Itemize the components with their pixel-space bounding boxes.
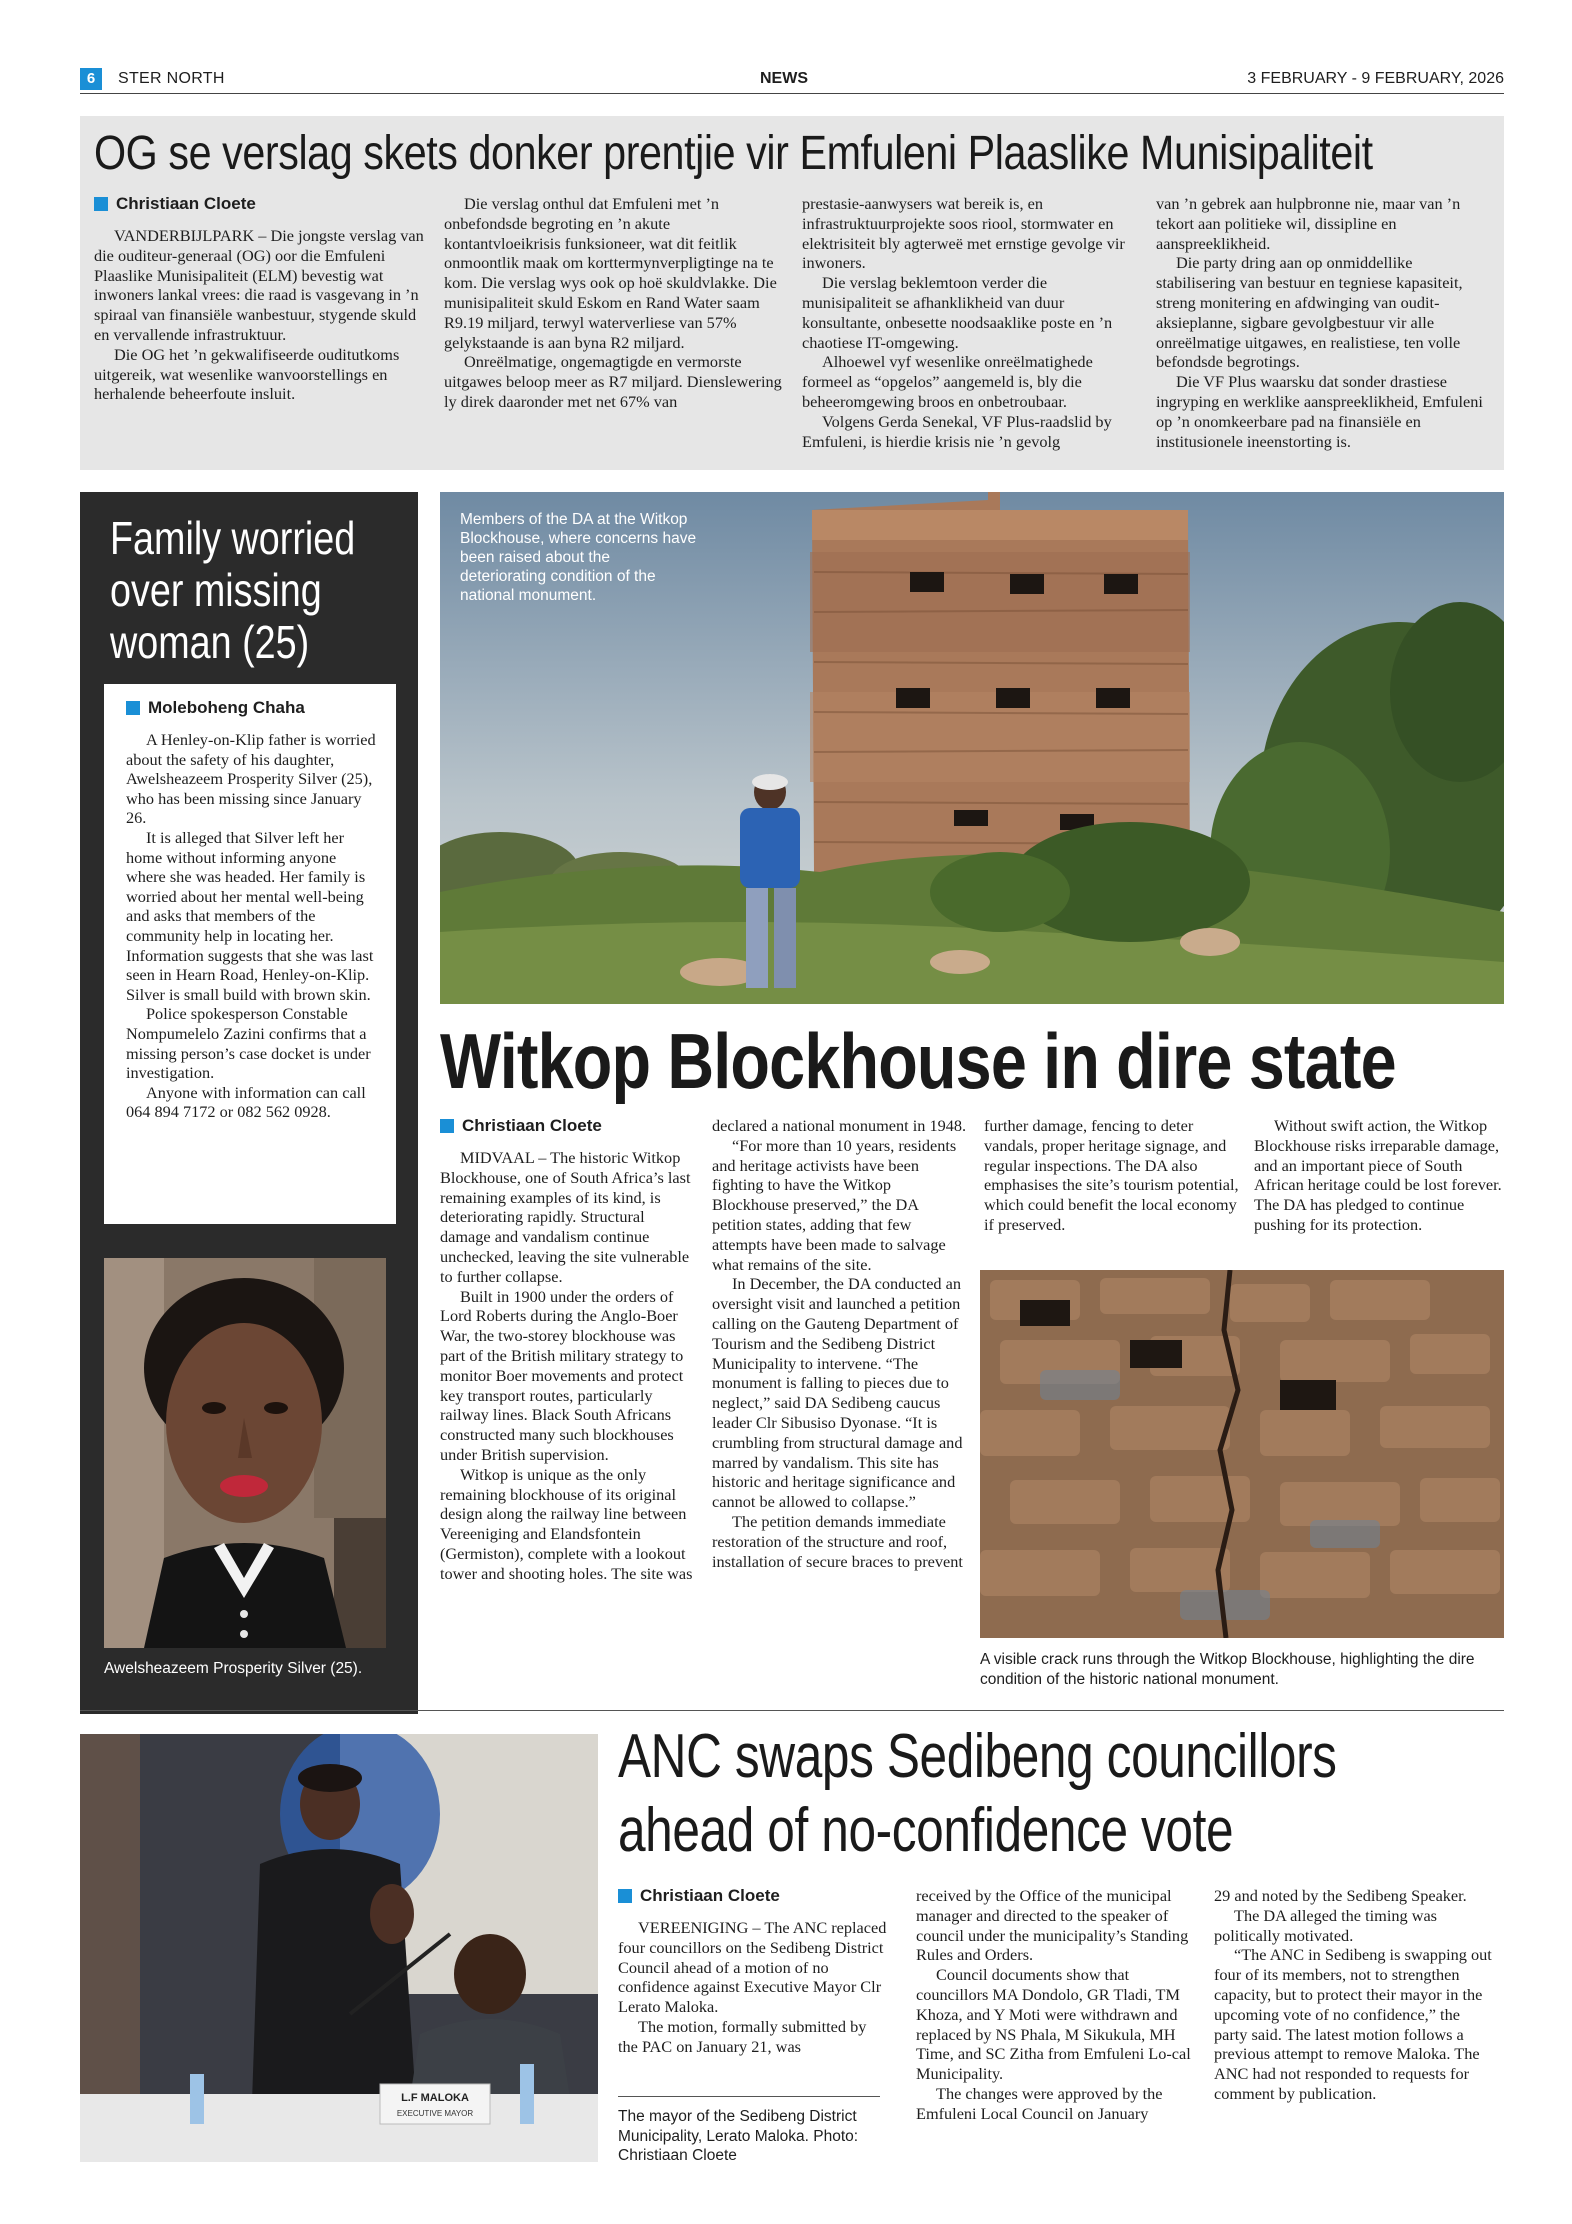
- sidebar-byline-name: Moleboheng Chaha: [148, 698, 305, 717]
- page-number: 6: [80, 68, 102, 90]
- og-paragraph: VANDERBIJLPARK – Die jongste verslag van die ouditeur-generaal (OG) oor die Emfuleni Plaaslike Munisipaliteit (ELM) bevestig wat inwoners lankal vrees: die raad is vasgevang in ’n spiraal van finansiële wanbestuur, stygende skuld en vervallende infrastruktuur.: [94, 226, 424, 344]
- sidebar-paragraph: It is alleged that Silver left her home without informing anyone where she was headed. Her family is worried about her mental well-being and asks that members of the community help in locating her. Information suggests that she was last seen in Hearn Road, Henley-on-Klip. Silver is small build with brown skin.: [126, 827, 374, 1004]
- witkop-paragraph: The petition demands immediate restoration of the structure and roof, installation of secure braces to prevent: [712, 1511, 963, 1571]
- witkop-byline-name: Christiaan Cloete: [462, 1116, 602, 1135]
- witkop-paragraph: In December, the DA conducted an oversight visit and launched a petition calling on the Gauteng Department of Tourism and the Sedibeng District Municipality to intervene. “The monument is falling to pieces due to neglect,” said DA Sedibeng caucus leader Clr Sibusiso Dyonase. “It is crumbling from structural damage and marred by vandalism. This site has historic and heritage significance and cannot be allowed to collapse.”: [712, 1274, 963, 1512]
- witkop-headline: Witkop Blockhouse in dire state: [440, 1017, 1396, 1105]
- og-paragraph: Die verslag beklemtoon verder die munisipaliteit se afhanklikheid van duur konsultante, onbesette noodsaaklike poste en ’n chaotiese IT-omgewing.: [802, 273, 1113, 352]
- wall-crack-photo: [980, 1270, 1504, 1638]
- stone-wall-illustration: [980, 1270, 1504, 1638]
- publication-name: STER NORTH: [118, 70, 225, 87]
- sidebar-story-box: [104, 684, 396, 1224]
- anc-paragraph: The motion, formally submitted by the PAC on January 21, was: [618, 2016, 867, 2056]
- issue-date: 3 FEBRUARY - 9 FEBRUARY, 2026: [1247, 70, 1504, 87]
- anc-paragraph: VEREENIGING – The ANC replaced four councillors on the Sedibeng District Council ahead of a motion of no confidence against Executive Mayor Clr Lerato Maloka.: [618, 1918, 887, 2017]
- witkop-paragraph: further damage, fencing to deter vandals, proper heritage signage, and regular inspections. The DA also emphasises the site’s tourism potential, which could benefit the local economy if preserved.: [984, 1116, 1239, 1234]
- anc-paragraph: “The ANC in Sedibeng is swapping out four of its members, not to strengthen capacity, but to protect their mayor in the upcoming vote of no confidence,” the party said. The latest motion follows a previous attempt to remove Maloka. The ANC had not responded to requests for comment by publication.: [1214, 1945, 1492, 2103]
- og-column-2: [444, 194, 782, 412]
- sidebar-paragraph: A Henley-on-Klip father is worried about the safety of his daughter, Awelsheazeem Prosperity Silver (25), who has been missing since January 26.: [126, 730, 376, 828]
- anc-paragraph: The DA alleged the timing was politically motivated.: [1214, 1905, 1438, 1945]
- anc-headline-line-1: ANC swaps Sedibeng councillors: [618, 1722, 1337, 1791]
- mayor-nameplate: L.F MALOKA: [401, 2092, 469, 2104]
- sidebar-headline: Family worried over missing woman (25): [110, 512, 356, 668]
- anc-paragraph: The changes were approved by the Emfuleni Local Council on January: [916, 2083, 1163, 2123]
- byline-square-icon: [440, 1119, 454, 1133]
- og-paragraph: Die OG het ’n gekwalifiseerde ouditutkoms uitgereik, wat wesenlike wanvoorstellings en herhalende beheerfoute insluit.: [94, 344, 400, 404]
- witkop-photo-caption: Members of the DA at the Witkop Blockhouse, where concerns have been raised about the deteriorating condition of the national monument.: [460, 511, 697, 604]
- og-report-story: [80, 116, 1504, 470]
- anc-byline: [618, 1886, 888, 1906]
- sidebar-byline: [126, 698, 378, 718]
- witkop-blockhouse-photo: [440, 492, 1504, 1004]
- mayor-illustration: [80, 1734, 598, 2162]
- mayor-photo-caption: The mayor of the Sedibeng District Municipality, Lerato Maloka. Photo: Christiaan Cloete: [618, 2096, 880, 2166]
- witkop-paragraph: MIDVAAL – The historic Witkop Blockhouse, one of South Africa’s last remaining examples of its kind, is deteriorating rapidly. Structural damage and vandalism continue unchecked, leaving the site vulnerable to further collapse.: [440, 1148, 691, 1286]
- anc-paragraph: Council documents show that councillors MA Dondolo, GR Tladi, TM Khoza, and Y Moti were withdrawn and replaced by NS Phala, M Sikukula, MH Time, and SC Zitha from Emfuleni Lo-cal Municipality.: [916, 1965, 1191, 2084]
- sidebar-photo-caption: Awelsheazeem Prosperity Silver (25).: [104, 1660, 363, 1677]
- anc-headline-line-2: ahead of no-confidence vote: [618, 1796, 1234, 1865]
- sidebar-body: [126, 730, 378, 1122]
- witkop-paragraph: Witkop is unique as the only remaining blockhouse of its original design along the railway line between Vereeniging and Elandsfontein (Germiston), complete with a lookout tower and shooting holes. The site was: [440, 1464, 693, 1583]
- witkop-paragraph: “For more than 10 years, residents and heritage activists have been fighting to have the Witkop Blockhouse preserved,” the DA petition states, adding that few attempts have been made to salvage what remains of the site.: [712, 1135, 957, 1274]
- witkop-paragraph: Without swift action, the Witkop Blockhouse risks irreparable damage, and an important piece of South African heritage could be lost forever. The DA has pledged to continue pushing for its protection.: [1254, 1116, 1502, 1234]
- anc-column-1: [618, 1886, 888, 2057]
- section-divider: [80, 1710, 1504, 1711]
- sidebar-paragraph: Police spokesperson Constable Nompumelelo Zazini confirms that a missing person’s case docket is under investigation.: [126, 1004, 371, 1083]
- anc-paragraph: 29 and noted by the Sedibeng Speaker.: [1214, 1886, 1467, 1905]
- anc-headline: [618, 1720, 1337, 1868]
- missing-woman-photo: [104, 1258, 386, 1648]
- sidebar-paragraph: Anyone with information can call 064 894 7172 or 082 562 0928.: [126, 1082, 366, 1122]
- og-column-1: [94, 194, 432, 404]
- og-paragraph: prestasie-aanwysers wat bereik is, en infrastruktuurprojekte soos riool, stormwater en elektrisiteit bly agterweë met ernstige gevolge vir inwoners.: [802, 194, 1125, 273]
- og-column-4: [1156, 194, 1494, 451]
- og-paragraph: Alhoewel vyf wesenlike onreëlmatighede formeel as “opgelos” aangemeld is, bly die beheeromgewing broos en onbetroubaar.: [802, 352, 1093, 411]
- og-column-3: [802, 194, 1140, 451]
- og-byline-name: Christiaan Cloete: [116, 194, 256, 213]
- og-headline: OG se verslag skets donker prentjie vir Emfuleni Plaaslike Munisipaliteit: [94, 127, 1373, 180]
- witkop-column-3: [984, 1116, 1240, 1235]
- og-paragraph: Onreëlmatige, ongemagtigde en vermorste uitgawes beloop meer as R7 miljard. Dienslewering ly direk daaronder met net 67% van: [444, 352, 782, 411]
- anc-column-2: [916, 1886, 1196, 2124]
- page-header: [80, 66, 1504, 94]
- byline-square-icon: [94, 197, 108, 211]
- og-paragraph: van ’n gebrek aan hulpbronne nie, maar van ’n tekort aan politieke wil, dissipline en aanspreeklikheid.: [1156, 194, 1461, 253]
- og-paragraph: Die VF Plus waarsku dat sonder drastiese ingryping en werklike aanspreeklikheid, Emfuleni op ’n onomkeerbare pad na finansiële en institusionele ineenstorting is.: [1156, 372, 1483, 451]
- anc-paragraph: received by the Office of the municipal manager and directed to the speaker of council under the municipality’s Standing Rules and Orders.: [916, 1886, 1189, 1965]
- mayor-nameplate-title: EXECUTIVE MAYOR: [396, 2109, 474, 2118]
- witkop-byline: [440, 1116, 696, 1136]
- anc-byline-name: Christiaan Cloete: [640, 1886, 780, 1905]
- anc-column-3: [1214, 1886, 1494, 2104]
- section-name: NEWS: [760, 70, 808, 87]
- byline-square-icon: [618, 1889, 632, 1903]
- missing-woman-sidebar: [80, 492, 418, 1714]
- og-paragraph: Volgens Gerda Senekal, VF Plus-raadslid by Emfuleni, is hierdie krisis nie ’n gevolg: [802, 411, 1112, 451]
- mayor-photo: [80, 1734, 598, 2162]
- witkop-column-4: [1254, 1116, 1510, 1235]
- wall-crack-caption: A visible crack runs through the Witkop Blockhouse, highlighting the dire condition of the historic national monument.: [980, 1651, 1475, 1688]
- og-paragraph: Die party dring aan op onmiddellike stabilisering van bestuur en tegniese kapasiteit, streng monitering en afdwinging van oudit-aksieplanne, sigbare gevolgbestuur vir alle onreëlmatige uitgawes, en realistiese, ten volle befondsde begrotings.: [1156, 253, 1463, 372]
- og-byline: [94, 194, 432, 214]
- witkop-paragraph: declared a national monument in 1948.: [712, 1116, 967, 1135]
- byline-square-icon: [126, 701, 140, 715]
- portrait-illustration: [104, 1258, 386, 1648]
- witkop-paragraph: Built in 1900 under the orders of Lord Roberts during the Anglo-Boer War, the two-storey blockhouse was part of the British military strategy to monitor Boer movements and protect key transport routes, particularly railway lines. Black South Africans constructed many such blockhouses under British supervision.: [440, 1286, 684, 1464]
- witkop-column-1: [440, 1116, 696, 1584]
- witkop-column-2: [712, 1116, 968, 1571]
- og-paragraph: Die verslag onthul dat Emfuleni met ’n onbefondsde begroting en ’n akute kontantvloeikrisis funksioneer, wat dit feitlik onmoontlik maak om korttermynverpligtinge na te kom. Die verslag wys ook op hoë skuldvlakke. Die munisipaliteit skuld Eskom en Rand Water saam R9.19 miljard, terwyl waterverliese van 57% gelykstaande is aan byna R2 miljard.: [444, 194, 777, 352]
